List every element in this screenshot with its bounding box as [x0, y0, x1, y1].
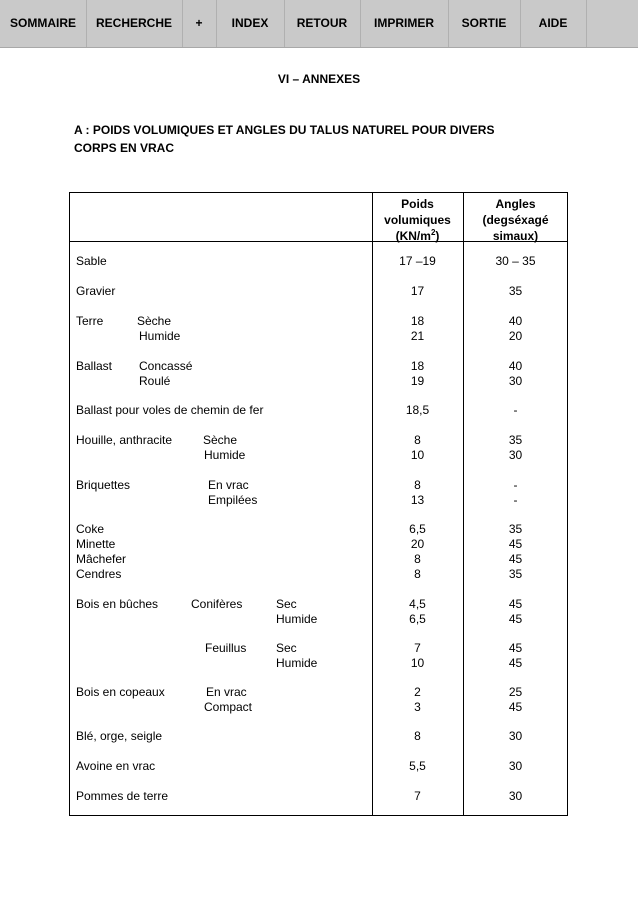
weight-terre-seche: 18: [410, 314, 425, 328]
angle-coke: 35: [508, 522, 523, 536]
row-label-gravier: Gravier: [76, 284, 116, 298]
row-label-pommes: Pommes de terre: [76, 789, 169, 803]
aide-button[interactable]: AIDE: [520, 0, 587, 47]
angle-feuillus-sec: 45: [508, 641, 523, 655]
angle-ballast-voies: -: [513, 403, 518, 417]
weight-ballast-concasse: 18: [410, 359, 425, 373]
weight-minette: 20: [410, 537, 425, 551]
weight-pommes: 7: [414, 789, 421, 803]
section-title-line-2: CORPS EN VRAC: [74, 141, 175, 155]
sortie-button[interactable]: SORTIE: [448, 0, 521, 47]
weight-ble: 8: [414, 729, 421, 743]
row-label-bois-copeaux: Bois en copeaux: [76, 685, 165, 699]
briquettes-sub-empilees: Empilées: [208, 493, 258, 507]
weight-avoine: 5,5: [409, 759, 426, 773]
ballast-sub-roule: Roulé: [139, 374, 171, 388]
weight-coke: 6,5: [409, 522, 426, 536]
header-angle-line-2: (degséxagé: [482, 213, 549, 227]
angle-terre-seche: 40: [508, 314, 523, 328]
coniferes-humide: Humide: [276, 612, 318, 626]
section-title: [74, 121, 554, 157]
weight-briquettes-empilees: 13: [410, 493, 425, 507]
header-angle-line-3: simaux): [492, 229, 539, 243]
imprimer-button[interactable]: IMPRIMER: [360, 0, 449, 47]
row-label-ballast-voies: Ballast pour voles de chemin de fer: [76, 403, 264, 417]
angle-houille-humide: 30: [508, 448, 523, 462]
terre-sub-humide: Humide: [139, 329, 181, 343]
header-weight-line-1: Poids: [401, 197, 434, 211]
weight-gravier: 17: [410, 284, 425, 298]
row-label-ballast: Ballast: [76, 359, 113, 373]
weight-ballast-voies: 18,5: [405, 403, 430, 417]
navigation-toolbar: [0, 0, 638, 48]
sommaire-button[interactable]: SOMMAIRE: [0, 0, 87, 47]
briquettes-sub-vrac: En vrac: [208, 478, 249, 492]
plus-button[interactable]: +: [182, 0, 217, 47]
row-label-bois-buches: Bois en bûches: [76, 597, 159, 611]
retour-button[interactable]: RETOUR: [284, 0, 361, 47]
weight-feuillus-humide: 10: [410, 656, 425, 670]
angle-ble: 30: [508, 729, 523, 743]
coniferes-sec: Sec: [276, 597, 297, 611]
row-label-cendres: Cendres: [76, 567, 122, 581]
houille-sub-seche: Sèche: [203, 433, 238, 447]
angle-cendres: 35: [508, 567, 523, 581]
weight-machefer: 8: [414, 552, 421, 566]
houille-sub-humide: Humide: [204, 448, 246, 462]
angle-coniferes-sec: 45: [508, 597, 523, 611]
header-weight-unit: $(KN/m^2)$: [395, 228, 440, 243]
weight-cendres: 8: [414, 567, 421, 581]
bois-buches-feuillus: Feuillus: [205, 641, 247, 655]
feuillus-sec: Sec: [276, 641, 297, 655]
header-weight: [372, 196, 463, 244]
angle-briquettes-empilees: -: [513, 493, 518, 507]
angle-pommes: 30: [508, 789, 523, 803]
weight-feuillus-sec: 7: [414, 641, 421, 655]
row-label-terre: Terre: [76, 314, 104, 328]
bois-buches-coniferes: Conifères: [191, 597, 243, 611]
ballast-sub-concasse: Concassé: [139, 359, 193, 373]
angle-bois-copeaux-compact: 45: [508, 700, 523, 714]
angle-briquettes-vrac: -: [513, 478, 518, 492]
weight-houille-seche: 8: [414, 433, 421, 447]
row-label-minette: Minette: [76, 537, 116, 551]
row-label-machefer: Mâchefer: [76, 552, 127, 566]
weight-houille-humide: 10: [410, 448, 425, 462]
row-label-avoine: Avoine en vrac: [76, 759, 156, 773]
angle-feuillus-humide: 45: [508, 656, 523, 670]
section-title-line-1: A : POIDS VOLUMIQUES ET ANGLES DU TALUS NATUREL POUR DIVERS: [74, 123, 495, 137]
weight-coniferes-sec: 4,5: [409, 597, 426, 611]
header-weight-line-2: volumiques: [384, 213, 451, 227]
row-label-ble: Blé, orge, seigle: [76, 729, 163, 743]
feuillus-humide: Humide: [276, 656, 318, 670]
row-label-sable: Sable: [76, 254, 107, 268]
angle-sable: 30 – 35: [495, 254, 536, 268]
data-table: [69, 192, 568, 816]
angle-avoine: 30: [508, 759, 523, 773]
recherche-button[interactable]: RECHERCHE: [86, 0, 183, 47]
weight-bois-copeaux-vrac: 2: [414, 685, 421, 699]
page-heading: VI – ANNEXES: [277, 72, 361, 86]
weight-coniferes-humide: 6,5: [409, 612, 426, 626]
weight-briquettes-vrac: 8: [414, 478, 421, 492]
angle-bois-copeaux-vrac: 25: [508, 685, 523, 699]
angle-houille-seche: 35: [508, 433, 523, 447]
index-button[interactable]: INDEX: [216, 0, 285, 47]
terre-sub-seche: Sèche: [137, 314, 172, 328]
weight-ballast-roule: 19: [410, 374, 425, 388]
angle-coniferes-humide: 45: [508, 612, 523, 626]
angle-terre-humide: 20: [508, 329, 523, 343]
header-angle: [463, 196, 568, 244]
row-label-houille: Houille, anthracite: [76, 433, 173, 447]
angle-minette: 45: [508, 537, 523, 551]
bois-copeaux-vrac: En vrac: [206, 685, 247, 699]
header-angle-line-1: Angles: [495, 197, 536, 211]
angle-ballast-roule: 30: [508, 374, 523, 388]
row-label-briquettes: Briquettes: [76, 478, 131, 492]
weight-sable: 17 –19: [399, 254, 436, 268]
weight-terre-humide: 21: [410, 329, 425, 343]
angle-ballast-concasse: 40: [508, 359, 523, 373]
weight-bois-copeaux-compact: 3: [414, 700, 421, 714]
row-label-coke: Coke: [76, 522, 105, 536]
angle-machefer: 45: [508, 552, 523, 566]
bois-copeaux-compact: Compact: [204, 700, 253, 714]
angle-gravier: 35: [508, 284, 523, 298]
